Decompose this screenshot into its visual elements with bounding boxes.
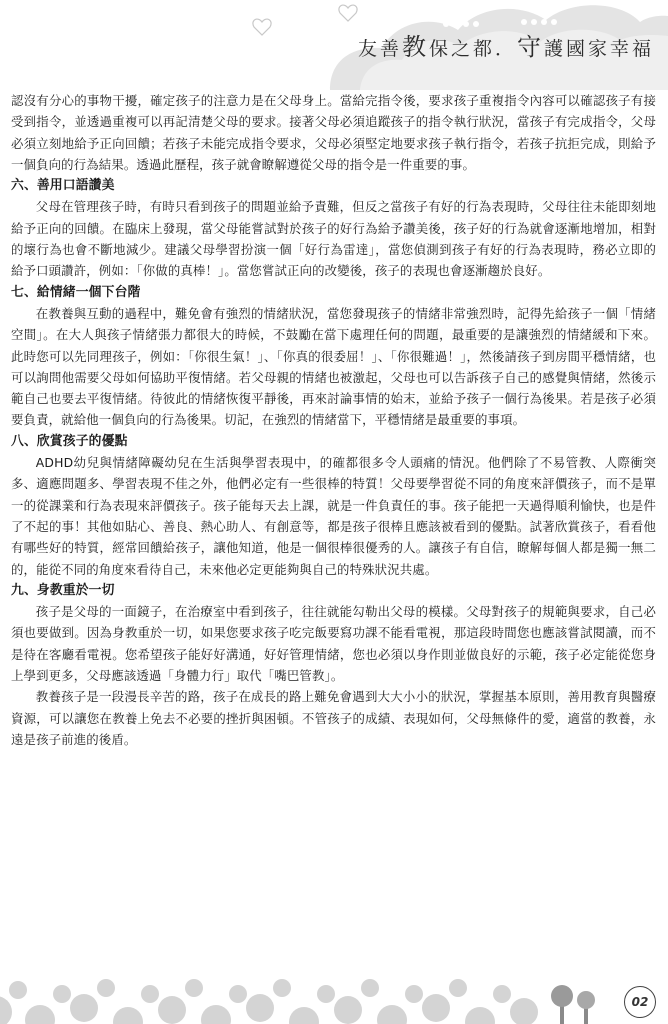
slogan-part3: 保之都． [428,38,517,60]
paragraph-section-8: ADHD幼兒與情緒障礙幼兒在生活與學習表現中，的確都很多令人頭痛的情況。他們除了不易管教、人際衝突多、適應問題多、學習表現不佳之外，他們必定有一些很棒的特質！父母要學習從不同的角度來評價孩子，而不是單一的從課業和行為表現來評價孩子。孩子能每天去上課，就是一件負責任的事。孩子能把一天過得順利愉快，也是件了不起的事！其他如貼心、善良、熱心助人、有創意等，都是孩子很棒且應該被看到的優點。試著欣賞孩子，看看他有哪些好的特質，經常回饋給孩子，讓他知道，他是一個很棒很優秀的人。讓孩子有自信，瞭解每個人都是獨一無二的，能從不同的角度來看待自己，未來他必定更能夠與自己的特殊狀況共處。 [11,455,656,577]
article-body [11,90,656,750]
paragraph-section-6: 父母在管理孩子時，有時只看到孩子的問題並給予責難，但反之當孩子有好的行為表現時，父母往往未能即刻地給予正向的回饋。在臨床上發現，當父母能嘗試對於孩子的好行為給予讚美後，孩子好的行為就會逐漸地增加，相對的壞行為也會不斷地減少。建議父母學習扮演一個「好行為雷達」，當您偵測到孩子有好的行為表現時，務必立即的給予口頭讚許，例如：「你做的真棒！」。當您嘗試正向的改變後，孩子的表現也會逐漸趨於良好。 [11,199,656,279]
slogan-part1: 友善 [357,38,402,60]
section-heading-7: 七、給情緒一個下台階 [11,284,141,300]
section-heading-6: 六、善用口語讚美 [11,178,115,194]
section-heading-8: 八、欣賞孩子的優點 [11,433,128,449]
dot-pattern-decoration [0,960,668,1024]
paragraph-section-9: 孩子是父母的一面鏡子，在治療室中看到孩子，往往就能勾勒出父母的模樣。父母對孩子的規範與要求，自己必須也要做到。因為身教重於一切，如果您要求孩子吃完飯要寫功課不能看電視，那這段時間您也應該嘗試閱讀，而不是待在客廳看電視。您希望孩子能好好溝通，好好管理情緒，您也必須以身作則並做良好的示範，孩子必定能從您身上學到更多，父母應該透過「身體力行」取代「嘴巴管教」。 [11,604,656,684]
page-footer [0,960,668,1024]
section-heading-9: 九、身教重於一切 [11,582,115,598]
slogan-part5: 護國家幸福 [543,38,654,60]
paragraph-intro: 認沒有分心的事物干擾，確定孩子的注意力是在父母身上。當給完指令後，要求孩子重複指令內容可以確認孩子有接受到指令，並透過重複可以再記清楚父母的要求。接著父母必須追蹤孩子的指令執行狀況，當孩子有完成指令，父母必須立刻地給予正向回饋；若孩子未能完成指令要求，父母必須堅定地要求孩子執行指令，若孩子抗拒完成，則給予一個負向的行為結果。透過此歷程，孩子就會瞭解遵從父母的指令是一件重要的事。 [11,93,656,172]
slogan-part4: 守 [516,33,544,61]
paragraph-conclusion: 教養孩子是一段漫長辛苦的路，孩子在成長的路上難免會遇到大大小小的狀況，掌握基本原則，善用教育與醫療資源，可以讓您在教養上免去不必要的挫折與困頓。不管孩子的成績、表現如何，父母無條件的愛，適當的教養，永遠是孩子前進的後盾。 [11,689,656,747]
header-slogan [358,27,654,62]
page-number: 02 [624,986,656,1018]
page-header [0,0,668,90]
tree-icon [551,985,595,1024]
slogan-part2: 教 [401,33,429,61]
paragraph-section-7: 在教養與互動的過程中，難免會有強烈的情緒狀況，當您發現孩子的情緒非常強烈時，記得先給孩子一個「情緒空間」。在大人與孩子情緒張力都很大的時候，不鼓勵在當下處理任何的問題，最重要的是讓強烈的情緒緩和下來。此時您可以先同理孩子，例如：「你很生氣！」、「你真的很委屈！」、「你很難過！」，然後請孩子到房間平穩情緒，也可以詢問他需要父母如何協助平復情緒。若父母親的情緒也被激起，父母也可以告訴孩子自己的感覺與情緒，然後示範自己也要去平復情緒。待彼此的情緒恢復平靜後，再來討論事情的始末，並給予孩子一個行為後果。若是孩子必須要負責，就給他一個負向的行為後果。切記，在強烈的情緒當下，平穩情緒是最重要的事項。 [11,305,656,428]
